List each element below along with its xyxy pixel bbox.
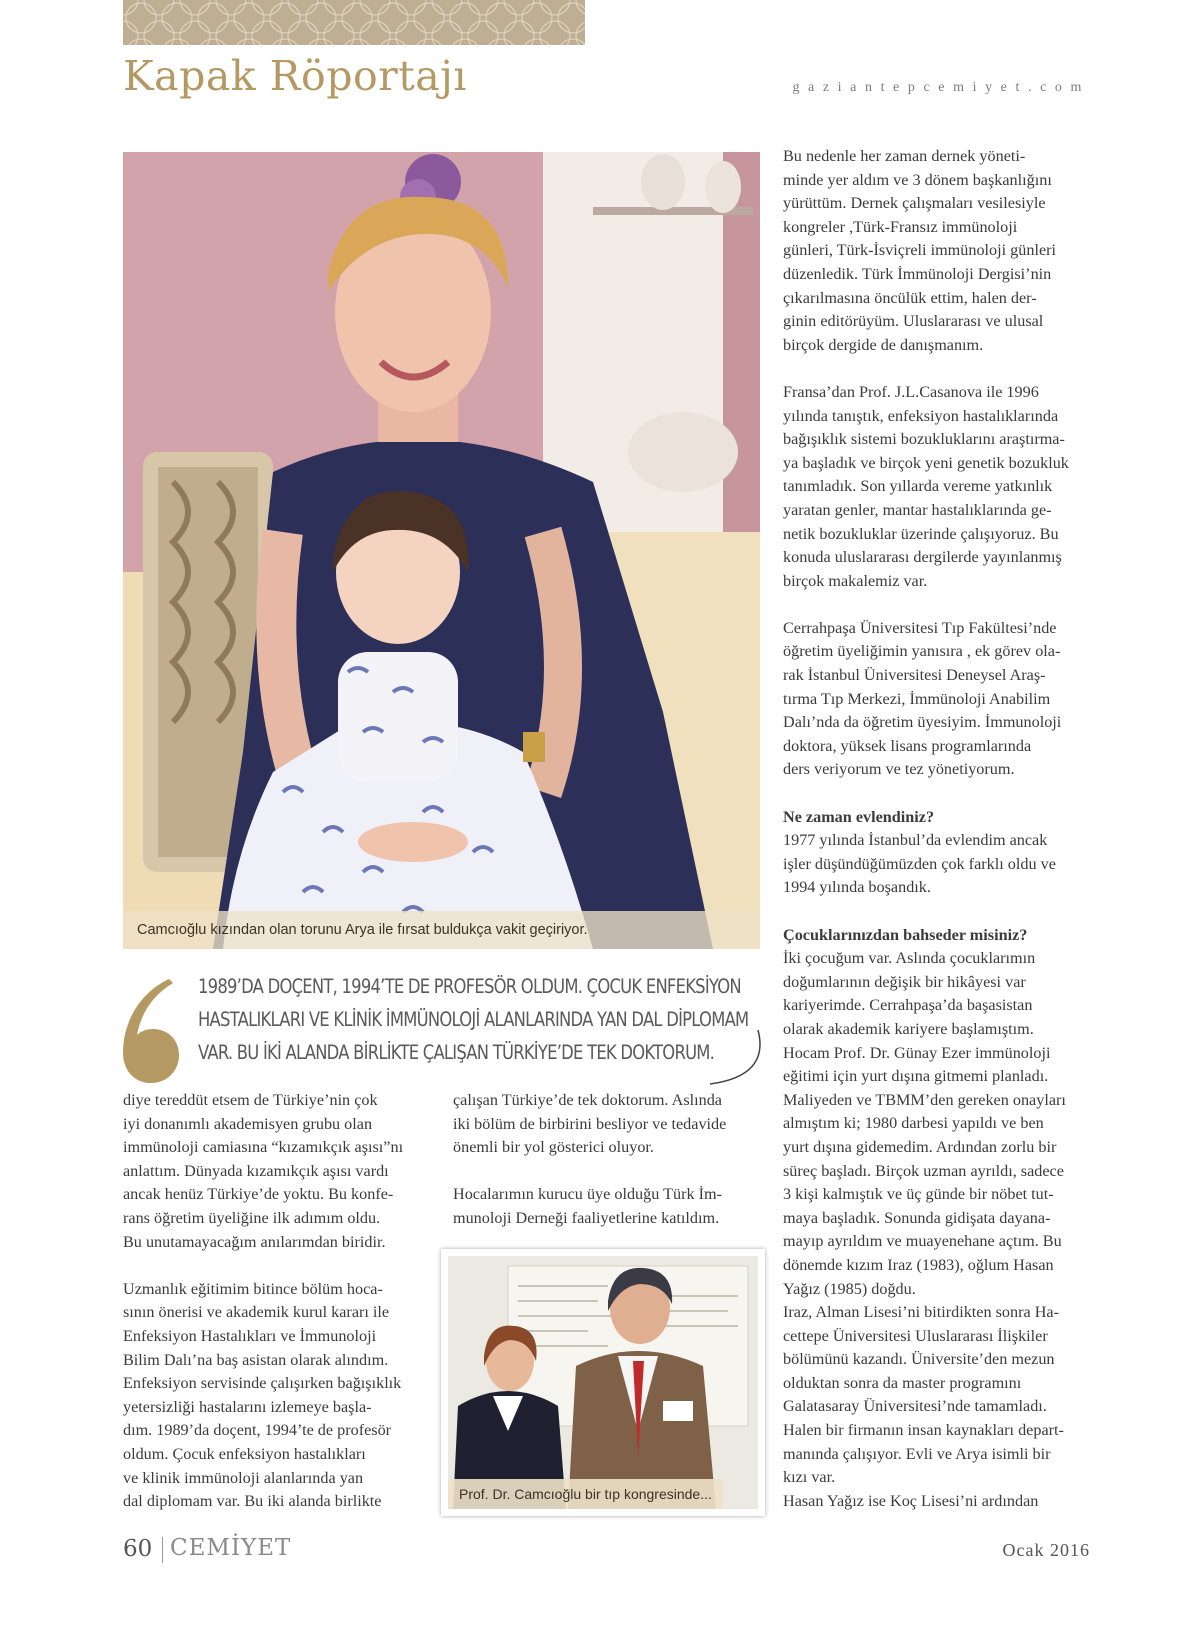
article-column-left	[123, 1089, 441, 1514]
text-line: Yağız (1985) doğdu.	[783, 1279, 916, 1298]
text-line: süreç başladı. Birçok uzman ayrıldı, sadece	[783, 1161, 1064, 1180]
pull-quote-line: HASTALIKLARI VE KLİNİK İMMÜNOLOJİ ALANLARINDA YAN DAL DİPLOMAM	[198, 1008, 749, 1031]
quote-mark-icon	[117, 975, 187, 1085]
footer-divider	[162, 1537, 163, 1563]
text-line: dım. 1989’da doçent, 1994’te de profesör	[123, 1421, 392, 1440]
text-line: Maliyeden ve TBMM’den gereken onayları	[783, 1090, 1066, 1109]
text-line: eğitimi için yurt dışına gitmemi planladı.	[783, 1067, 1049, 1086]
text-line: olduktan sonra da master programını	[783, 1373, 1022, 1392]
paragraph-gap	[453, 1160, 758, 1184]
text-line: Enfeksiyon Hastalıkları ve İmmunoloji	[123, 1326, 377, 1345]
text-line: Bu unutamayacağım anılarımdan biridir.	[123, 1232, 386, 1251]
text-line: 3 kişi kalmıştık ve üç günde bir nöbet tut-	[783, 1185, 1054, 1204]
text-line: netik bozukluklar üzerinde çalışıyoruz. Bu	[783, 524, 1059, 543]
text-line: yılında tanıştık, enfeksiyon hastalıklarında	[783, 406, 1059, 425]
text-line: işler düşündüğümüzden çok farklı oldu ve	[783, 854, 1056, 873]
text-line: kariyerimde. Cerrahpaşa’da başasistan	[783, 996, 1033, 1015]
text-line: olarak akademik kariyere başlamıştım.	[783, 1019, 1034, 1038]
text-line: 1977 yılında İstanbul’da evlendim ancak	[783, 831, 1048, 850]
text-line: önemli bir yol gösterici oluyor.	[453, 1138, 654, 1157]
text-line: Galatasaray Üniversitesi’nde tamamladı.	[783, 1397, 1047, 1416]
text-line: yaratan genler, mantar hastalıklarında ge-	[783, 500, 1052, 519]
text-line: konuda uluslararası dergilerde yayınlanmış	[783, 548, 1062, 567]
text-line: tırma Tıp Merkezi, İmmünoloji Anabilim	[783, 689, 1051, 708]
text-line: anlattım. Dünyada kızamıkçık aşısı vardı	[123, 1161, 389, 1180]
text-line: rak İstanbul Üniversitesi Deneysel Araş-	[783, 666, 1046, 685]
congress-photo-image	[448, 1256, 758, 1509]
text-line: Halen bir firmanın insan kaynakları depart-	[783, 1421, 1064, 1440]
paragraph-gap	[783, 782, 1093, 806]
congress-photo-caption: Prof. Dr. Camcıoğlu bir tıp kongresinde...	[448, 1479, 723, 1509]
text-line: Enfeksiyon servisinde çalışırken bağışıklık	[123, 1374, 402, 1393]
text-line: Bilim Dalı’na baş asistan olarak alındım.	[123, 1350, 389, 1369]
text-line: çalışan Türkiye’de tek doktorum. Aslında	[453, 1091, 722, 1109]
text-line: Iraz, Alman Lisesi’ni bitirdikten sonra Ha-	[783, 1303, 1060, 1322]
interview-question: Ne zaman evlendiniz?	[783, 807, 935, 826]
article-column-right	[783, 145, 1093, 1513]
article-column-middle	[453, 1089, 758, 1231]
text-line: Hocalarımın kurucu üye olduğu Türk İm-	[453, 1185, 722, 1204]
section-title: Kapak Röportajı	[123, 52, 467, 100]
text-line: immünoloji camiasına “kızamıkçık aşısı”nı	[123, 1138, 404, 1157]
text-line: bölümünü kazandı. Üniversite’den mezun	[783, 1350, 1055, 1369]
text-line: Uzmanlık eğitimim bitince bölüm hoca-	[123, 1279, 383, 1298]
text-line: düzenledik. Türk İmmünoloji Dergisi’nin	[783, 264, 1052, 283]
text-line: almıştım ki; 1980 darbesi yapıldı ve ben	[783, 1114, 1044, 1133]
portrait-illustration	[123, 152, 760, 949]
text-line: tanımladık. Son yıllarda vereme yatkınlık	[783, 477, 1053, 496]
text-line: birçok makalemiz var.	[783, 571, 928, 590]
text-line: ve klinik immünoloji alanlarında yan	[123, 1468, 364, 1487]
congress-illustration	[448, 1256, 758, 1509]
magazine-brand: CEMİYET	[170, 1535, 292, 1561]
text-line: yurt dışına gidemedim. Ardından zorlu bir	[783, 1137, 1057, 1156]
text-line: maya başladık. Sonunda gidişata dayana-	[783, 1208, 1051, 1227]
text-line: iki bölüm de birbirini besliyor ve tedavide	[453, 1114, 727, 1133]
text-line: Cerrahpaşa Üniversitesi Tıp Fakültesi’nde	[783, 618, 1057, 637]
paragraph-gap	[783, 357, 1093, 381]
congress-photo	[441, 1249, 765, 1516]
text-line: yürüttüm. Dernek çalışmaları vesilesiyle	[783, 194, 1046, 213]
text-line: ya başladık ve birçok yeni genetik bozukluk	[783, 453, 1069, 472]
text-line: dal diplomam var. Bu iki alanda birlikte	[123, 1492, 382, 1511]
text-line: kongreler ,Türk-Fransız immünoloji	[783, 217, 1018, 236]
text-line: munoloji Derneği faaliyetlerine katıldım.	[453, 1208, 720, 1227]
text-line: Dalı’nda da öğretim üyesiyim. İmmunoloji	[783, 713, 1062, 732]
decorative-pattern-band	[123, 0, 585, 45]
text-line: minde yer aldım ve 3 dönem başkanlığını	[783, 170, 1052, 189]
text-line: Fransa’dan Prof. J.L.Casanova ile 1996	[783, 382, 1039, 401]
text-line: ancak henüz Türkiye’de yoktu. Bu konfe-	[123, 1185, 394, 1204]
text-line: Bu nedenle her zaman dernek yöneti-	[783, 147, 1026, 165]
text-line: iyi donanımlı akademisyen grubu olan	[123, 1114, 373, 1133]
text-line: yetersizliği hastalarını izlemeye başla-	[123, 1397, 372, 1416]
text-line: ginin editörüyüm. Uluslararası ve ulusal	[783, 312, 1044, 331]
text-line: günleri, Türk-İsviçreli immünoloji günleri	[783, 241, 1057, 260]
text-line: Hocam Prof. Dr. Günay Ezer immünoloji	[783, 1043, 1051, 1062]
pull-quote-line: VAR. BU İKİ ALANDA BİRLİKTE ÇALIŞAN TÜRKİYE’DE TEK DOKTORUM.	[198, 1041, 715, 1064]
pull-quote-curve-decoration	[710, 1030, 770, 1086]
text-line: çıkarılmasına öncülük ettim, halen der-	[783, 288, 1037, 307]
paragraph-gap	[783, 593, 1093, 617]
text-line: Hasan Yağız ise Koç Lisesi’ni ardından	[783, 1491, 1039, 1510]
text-line: birçok dergide de danışmanım.	[783, 335, 984, 354]
interview-question: Çocuklarınızdan bahseder misiniz?	[783, 925, 1028, 944]
paragraph-gap	[123, 1254, 441, 1278]
text-line: manında çalışıyor. Evli ve Arya isimli bir	[783, 1444, 1051, 1463]
paragraph-gap	[783, 900, 1093, 924]
site-url: gaziantepcemiyet.com	[792, 80, 1090, 95]
text-line: kızı var.	[783, 1468, 836, 1487]
pull-quote	[198, 970, 749, 1069]
issue-date: Ocak 2016	[1002, 1540, 1090, 1560]
text-line: cettepe Üniversitesi Uluslararası İlişkiler	[783, 1326, 1048, 1345]
text-line: 1994 yılında boşandık.	[783, 878, 931, 897]
text-line: doktora, yüksek lisans programlarında	[783, 736, 1032, 755]
text-line: mayıp ayrıldım ve muayenehane açtım. Bu	[783, 1232, 1062, 1251]
main-photo	[123, 152, 760, 949]
text-line: oldum. Çocuk enfeksiyon hastalıkları	[123, 1444, 366, 1463]
page-number: 60	[123, 1536, 153, 1562]
text-line: İki çocuğum var. Aslında çocuklarımın	[783, 949, 1036, 968]
text-line: öğretim üyeliğimin yanısıra , ek görev ola-	[783, 642, 1061, 661]
text-line: ders veriyorum ve tez yönetiyorum.	[783, 760, 1015, 779]
main-photo-caption: Camcıoğlu kızından olan torunu Arya ile fırsat buldukça vakit geçiriyor.	[123, 911, 760, 949]
text-line: rans öğretim üyeliğine ilk adımım oldu.	[123, 1208, 381, 1227]
pull-quote-line: 1989’DA DOÇENT, 1994’TE DE PROFESÖR OLDUM. ÇOCUK ENFEKSİYON	[198, 975, 741, 998]
text-line: diye tereddüt etsem de Türkiye’nin çok	[123, 1091, 378, 1109]
text-line: sının önerisi ve akademik kurul kararı ile	[123, 1303, 390, 1322]
text-line: bağışıklık sistemi bozukluklarını araştırma-	[783, 430, 1065, 449]
text-line: dönemde kızım Iraz (1983), oğlum Hasan	[783, 1255, 1054, 1274]
text-line: doğumlarının değişik bir hikâyesi var	[783, 972, 1026, 991]
